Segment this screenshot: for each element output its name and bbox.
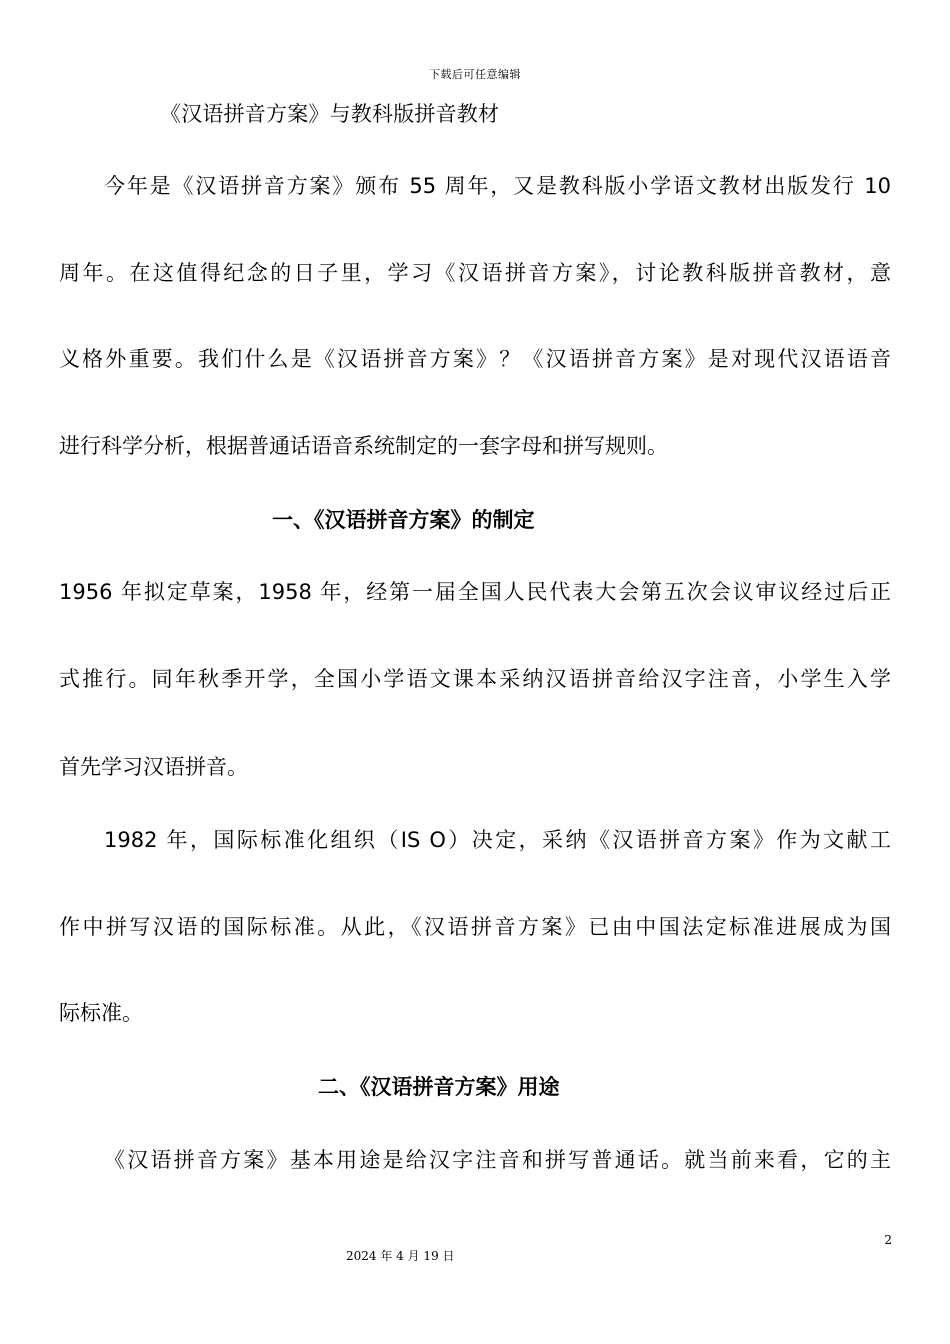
intro-line-2: 周年。在这值得纪念的日子里，学习《汉语拼音方案》，讨论教科版拼音教材，意 (59, 261, 891, 285)
section-2-para-1-line-1: 《汉语拼音方案》基本用途是给汉字注音和拼写普通话。就当前来看，它的主 (104, 1148, 891, 1172)
section-2-heading: 二、《汉语拼音方案》用途 (318, 1075, 560, 1099)
section-1-para-2-line-1: 1982 年，国际标准化组织（IS O）决定，采纳《汉语拼音方案》作为文献工 (104, 828, 891, 852)
document-title: 《汉语拼音方案》与教科版拼音教材 (160, 102, 500, 126)
section-1-para-2-line-3: 际标准。 (59, 1001, 143, 1025)
header-note: 下载后可任意编辑 (429, 68, 521, 81)
intro-line-3: 义格外重要。我们什么是《汉语拼音方案》？《汉语拼音方案》是对现代汉语语音 (59, 347, 891, 371)
section-1-para-1-line-3: 首先学习汉语拼音。 (59, 755, 248, 779)
section-1-para-1-line-2: 式推行。同年秋季开学，全国小学语文课本采纳汉语拼音给汉字注音，小学生入学 (59, 667, 891, 691)
intro-line-1: 今年是《汉语拼音方案》颁布 55 周年，又是教科版小学语文教材出版发行 10 (104, 174, 891, 198)
page-number: 2 (884, 1233, 892, 1247)
footer-date: 2024 年 4 月 19 日 (346, 1249, 455, 1263)
section-1-para-2-line-2: 作中拼写汉语的国际标准。从此，《汉语拼音方案》已由中国法定标准进展成为国 (59, 915, 891, 939)
section-1-heading: 一、《汉语拼音方案》的制定 (272, 508, 535, 532)
section-1-para-1-line-1: 1956 年拟定草案，1958 年，经第一届全国人民代表大会第五次会议审议经过后正 (59, 580, 891, 604)
intro-line-4: 进行科学分析，根据普通话语音系统制定的一套字母和拼写规则。 (59, 434, 668, 458)
